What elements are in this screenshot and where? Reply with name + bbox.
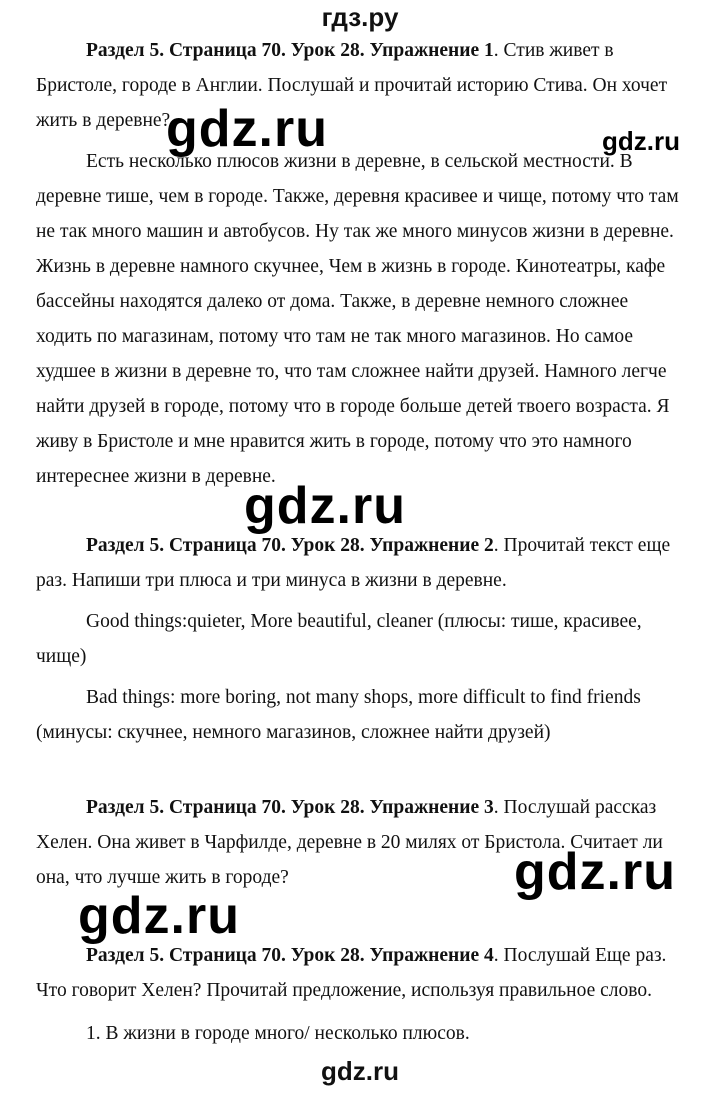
watermark: gdz.ru (244, 477, 406, 535)
story-line: худшее в жизни в деревне то, что там сложнее найти друзей. Намного легче (36, 361, 667, 382)
exercise-4 (36, 938, 686, 1008)
site-footer: gdz.ru (321, 1056, 399, 1086)
bad-things (36, 680, 686, 750)
story-line: Жизнь в деревне намного скучнее, Чем в жизнь в городе. Кинотеатры, кафе (36, 256, 666, 277)
story-line: интереснее жизни в деревне. (36, 466, 276, 487)
story-line: живу в Бристоле и мне нравится жить в городе, потому что это намного (36, 431, 632, 452)
watermark: gdz.ru (78, 887, 240, 945)
exercise-4-line: Что говорит Хелен? Прочитай предложение, используя правильное слово. (36, 980, 652, 1001)
exercise-3-first-line: Раздел 5. Страница 70. Урок 28. Упражнение 3. Послушай рассказ (86, 797, 657, 818)
good-things-line: чище) (36, 646, 87, 667)
watermark: gdz.ru (602, 126, 680, 156)
exercise-2 (36, 528, 686, 598)
story-text (36, 144, 686, 494)
exercise-1-first-line: Раздел 5. Страница 70. Урок 28. Упражнение 1. Стив живет в (86, 40, 614, 61)
site-header: гдз.ру (321, 2, 399, 32)
story-line: найти друзей в городе, потому что в городе больше детей твоего возраста. Я (36, 396, 670, 417)
exercise-3-heading: Раздел 5. Страница 70. Урок 28. Упражнение 3 (86, 797, 494, 818)
exercise-2-first-line: Раздел 5. Страница 70. Урок 28. Упражнение 2. Прочитай текст еще (86, 535, 671, 556)
good-things-line: Good things:quieter, More beautiful, cleaner (плюсы: тише, красивее, (86, 611, 642, 632)
exercise-1-line: жить в деревне? (36, 110, 171, 131)
exercise-1-heading: Раздел 5. Страница 70. Урок 28. Упражнение 1 (86, 40, 494, 61)
bad-things-line: (минусы: скучнее, немного магазинов, сложнее найти друзей) (36, 722, 551, 743)
bad-things-line: Bad things: more boring, not many shops, more difficult to find friends (86, 687, 641, 708)
exercise-4-heading: Раздел 5. Страница 70. Урок 28. Упражнение 4 (86, 945, 494, 966)
story-line: не так много машин и автобусов. Ну так же много минусов жизни в деревне. (36, 221, 674, 242)
exercise-1-line: Бристоле, городе в Англии. Послушай и прочитай историю Стива. Он хочет (36, 75, 668, 96)
story-line: Есть несколько плюсов жизни в деревне, в сельской местности. В (86, 151, 633, 172)
story-line: деревне тише, чем в городе. Также, деревня красивее и чище, потому что там (36, 186, 679, 207)
exercise-4-first-line: Раздел 5. Страница 70. Урок 28. Упражнение 4. Послушай Еще раз. (86, 945, 667, 966)
watermark: gdz.ru (166, 100, 328, 158)
story-line: ходить по магазинам, потому что там не так много магазинов. Но самое (36, 326, 634, 347)
exercise-2-line: раз. Напиши три плюса и три минуса в жизни в деревне. (36, 570, 507, 591)
good-things (36, 604, 686, 674)
watermark: gdz.ru (514, 843, 676, 901)
story-line: бассейны находятся далеко от дома. Также, в деревне немного сложнее (36, 291, 629, 312)
answer-item-1: 1. В жизни в городе много/ несколько плюсов. (86, 1023, 470, 1044)
exercise-3-line: она, что лучше жить в городе? (36, 867, 289, 888)
exercise-3-line: Хелен. Она живет в Чарфилде, деревне в 20 милях от Бристола. Считает ли (36, 832, 663, 853)
exercise-2-heading: Раздел 5. Страница 70. Урок 28. Упражнение 2 (86, 535, 494, 556)
